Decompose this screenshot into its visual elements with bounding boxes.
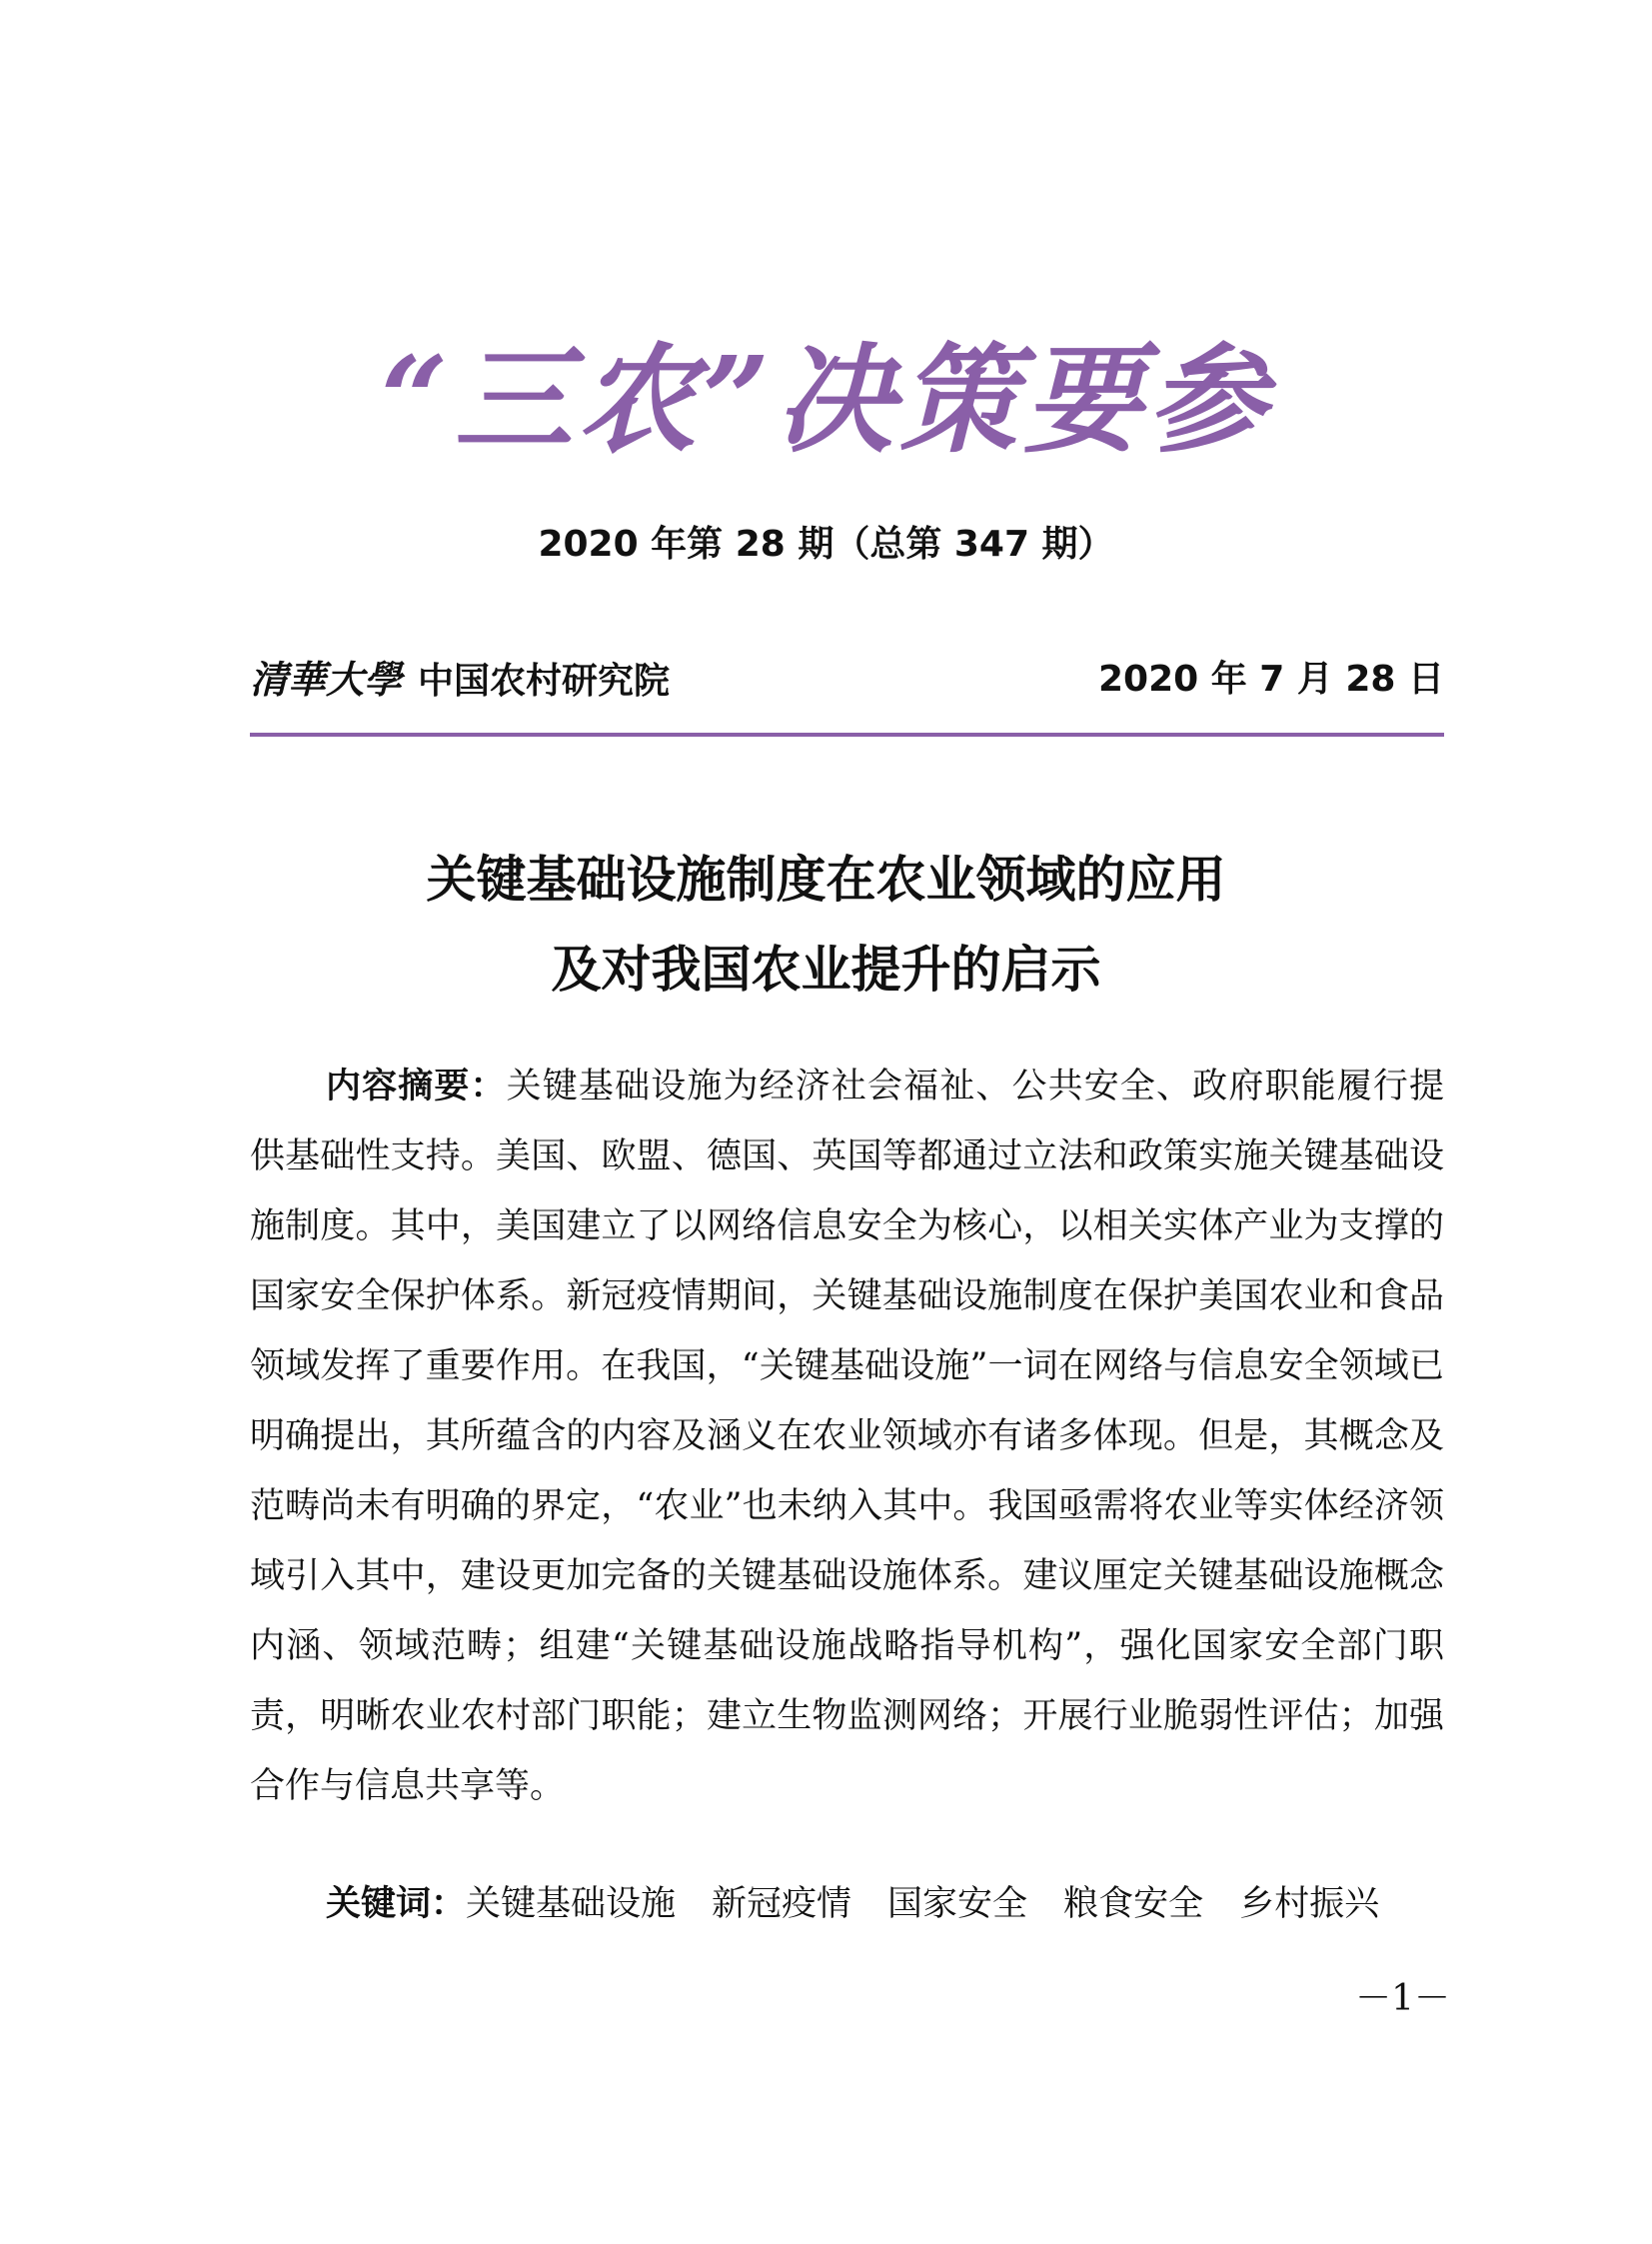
- article-title-line-1: 关键基础设施制度在农业领域的应用: [426, 851, 1226, 909]
- keyword: 乡村振兴: [1239, 1884, 1380, 1924]
- article-title-line-2: 及对我国农业提升的启示: [551, 941, 1101, 999]
- masthead-title: “三农”决策要参: [380, 330, 1272, 469]
- header-divider: [250, 733, 1444, 737]
- keywords: [250, 1876, 1444, 1932]
- keyword: 关键基础设施: [466, 1884, 677, 1924]
- article-title: [0, 835, 1652, 1015]
- keyword: 粮食安全: [1063, 1884, 1204, 1924]
- publisher: [250, 652, 670, 710]
- keyword: 国家安全: [887, 1884, 1028, 1924]
- publisher-row: [250, 652, 1444, 708]
- publish-date: 2020 年 7 月 28 日: [1097, 659, 1444, 700]
- abstract-text: 关键基础设施为经济社会福祉、公共安全、政府职能履行提供基础性支持。美国、欧盟、德国、英国等都通过立法和政策实施关键基础设施制度。其中，美国建立了以网络信息安全为核心，以相关实体产业为支撑的国家安全保护体系。新冠疫情期间，关键基础设施制度在保护美国农业和食品领域发挥了重要作用。在我国，“关键基础设施”一词在网络与信息安全领域已明确提出，其所蕴含的内容及涵义在农业领域亦有诸多体现。但是，其概念及范畴尚未有明确的界定，“农业”也未纳入其中。我国亟需将农业等实体经济领域引入其中，建设更加完备的关键基础设施体系。建议厘定关键基础设施概念内涵、领域范畴；组建“关键基础设施战略指导机构”，强化国家安全部门职责，明晰农业农村部门职能；建立生物监测网络；开展行业脆弱性评估；加强合作与信息共享等。: [250, 1067, 1444, 1806]
- university-logo-text: 清華大學: [250, 657, 403, 702]
- abstract: [250, 1052, 1444, 1821]
- page-number: －1－: [1355, 1978, 1450, 2019]
- institute-name: 中国农村研究院: [418, 661, 671, 702]
- abstract-label: 内容摘要：: [326, 1067, 507, 1107]
- issue-number: 2020 年第 28 期（总第 347 期）: [538, 524, 1114, 565]
- keyword: 新冠疫情: [712, 1884, 852, 1924]
- keywords-label: 关键词：: [326, 1884, 467, 1924]
